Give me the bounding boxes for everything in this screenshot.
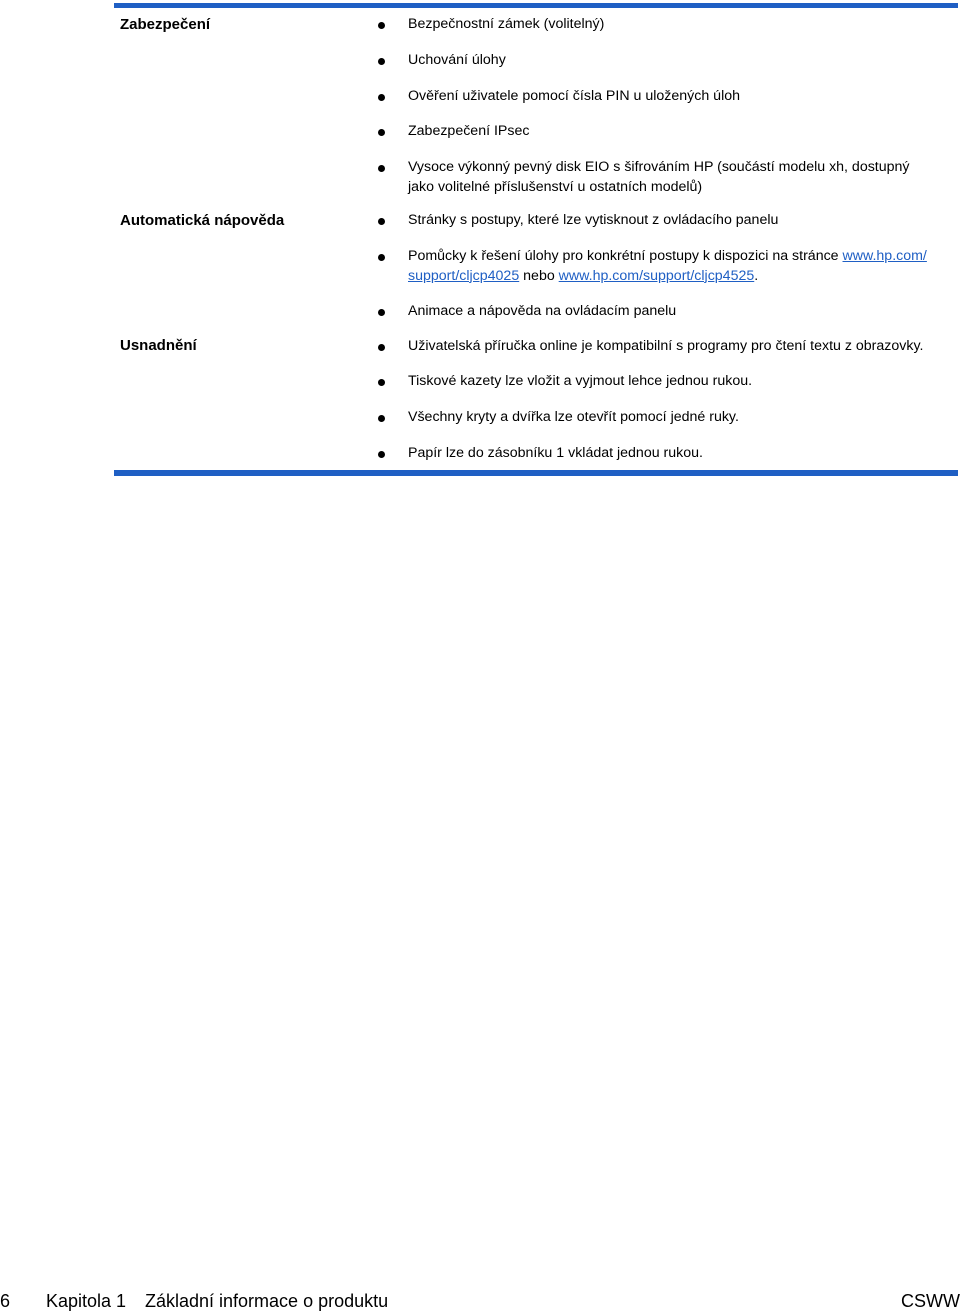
list-item-text: . — [754, 267, 759, 284]
list-item: Animace a nápověda na ovládacím panelu — [408, 303, 677, 319]
list-item: Bezpečnostní zámek (volitelný) — [408, 16, 605, 32]
support-link-cljcp4525[interactable]: www.hp.com/support/cljcp4525 — [558, 267, 755, 284]
bullet-icon — [378, 254, 385, 261]
bullet-icon — [378, 218, 385, 225]
bullet-icon — [378, 415, 385, 422]
chapter-label: Kapitola 1 — [46, 1291, 127, 1311]
table-bottom-rule — [114, 470, 958, 476]
bullet-icon — [378, 379, 385, 386]
list-item: Stránky s postupy, které lze vytisknout z ovládacího panelu — [408, 212, 779, 228]
list-item-text: nebo — [519, 267, 559, 284]
bullet-icon — [378, 22, 385, 29]
list-item-line: jako volitelné příslušenství u ostatních modelů) — [408, 178, 703, 195]
bullet-icon — [378, 309, 385, 316]
list-item-line: Vysoce výkonný pevný disk EIO s šifrováním HP (součástí modelu xh, dostupný — [408, 159, 910, 175]
list-item: Uživatelská příručka online je kompatibilní s programy pro čtení textu z obrazovky. — [408, 338, 924, 354]
table-top-rule — [114, 3, 958, 8]
list-item-line — [408, 267, 958, 287]
bullet-icon — [378, 344, 385, 351]
section-title-usnadneni: Usnadnění — [120, 337, 197, 354]
list-item — [408, 158, 958, 197]
list-item: Papír lze do zásobníku 1 vkládat jednou rukou. — [408, 445, 703, 461]
section-title-zabezpeceni: Zabezpečení — [120, 16, 211, 33]
page-number: 6 — [0, 1291, 11, 1311]
list-item-line — [408, 247, 958, 267]
list-item: Všechny kryty a dvířka lze otevřít pomocí jedné ruky. — [408, 409, 739, 425]
section-title-automaticka-napoveda: Automatická nápověda — [120, 212, 285, 229]
list-item-text: Pomůcky k řešení úlohy pro konkrétní postupy k dispozici na stránce — [408, 248, 843, 264]
list-item: Uchování úlohy — [408, 52, 506, 68]
bullet-icon — [378, 129, 385, 136]
bullet-icon — [378, 94, 385, 101]
bullet-icon — [378, 58, 385, 65]
support-link-cljcp4025-part1[interactable]: www.hp.com/ — [842, 248, 927, 264]
brand-label: CSWW — [901, 1291, 960, 1311]
list-item — [408, 247, 958, 286]
chapter-title: Základní informace o produktu — [145, 1291, 389, 1311]
list-item: Zabezpečení IPsec — [408, 123, 530, 139]
support-link-cljcp4025-part2[interactable]: support/cljcp4025 — [408, 267, 520, 284]
list-item: Tiskové kazety lze vložit a vyjmout lehce jednou rukou. — [408, 373, 753, 389]
bullet-icon — [378, 165, 385, 172]
bullet-icon — [378, 451, 385, 458]
list-item: Ověření uživatele pomocí čísla PIN u uložených úloh — [408, 88, 740, 104]
